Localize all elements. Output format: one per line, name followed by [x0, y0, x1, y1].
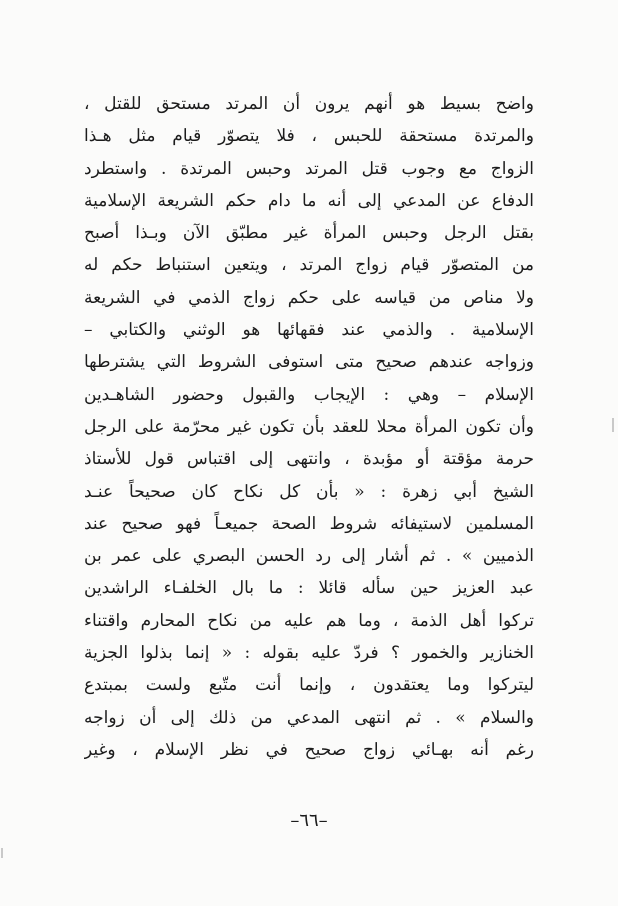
text-line: الدفاع عن المدعي إلى أنه ما دام حكم الشريعة الإسلامية: [84, 190, 534, 211]
text-line: من المتصوّر قيام زواج المرتد ، ويتعين استنباط حكم له: [84, 255, 534, 276]
page-number: –٦٦–: [290, 810, 328, 831]
text-line: رغم أنه بهـائي زواج صحيح في نظر الإسلام ، وغير: [84, 739, 534, 760]
text-line: بقتل الرجل وحبس المرأة غير مطبّق الآن وبـذا أصبح: [84, 223, 534, 244]
text-line: الذميين » . ثم أشار إلى رد الحسن البصري على عمر بن: [84, 546, 534, 567]
text-line: وأن تكون المرأة محلا للعقد بأن تكون غير محرّمة على الرجل: [84, 416, 534, 437]
body-text: [84, 88, 534, 766]
text-line: الشيخ أبي زهرة : « بأن كل نكاح كان صحيحاً عنـد: [84, 481, 534, 502]
text-line: الإسلامية . والذمي عند فقهائها هو الوثني والكتابي –: [84, 320, 534, 341]
text-line: ولا مناص من قياسه على حكم زواج الذمي في الشريعة: [84, 287, 534, 308]
scan-edge-mark: [612, 418, 614, 432]
text-line: الخنازير والخمور ؟ فردّ عليه بقوله : « إنما بذلوا الجزية: [84, 643, 534, 664]
text-line: تركوا أهل الذمة ، وما هم عليه من نكاح المحارم واقتناء: [84, 610, 534, 631]
text-line: والسلام » . ثم انتهى المدعي من ذلك إلى أن زواجه: [84, 707, 534, 728]
text-line: واضح بسيط هو أنهم يرون أن المرتد مستحق للقتل ،: [84, 94, 534, 114]
text-line: الزواج مع وجوب قتل المرتد وحبس المرتدة . واستطرد: [84, 158, 534, 179]
text-line: والمرتدة مستحقة للحبس ، فلا يتصوّر قيام مثل هـذا: [84, 126, 534, 147]
text-line: الإسلام – وهي : الإيجاب والقبول وحضور الشاهـدين: [84, 384, 534, 405]
text-line: وزواجه عندهم صحيح متى استوفى الشروط التي يشترطها: [84, 352, 534, 373]
scan-edge-mark: [1, 848, 3, 858]
text-line: عبد العزيز حين سأله قائلا : ما بال الخلفـاء الراشدين: [84, 578, 534, 599]
text-line: المسلمين لاستيفائه شروط الصحة جميعـاً فهو صحيح عند: [84, 513, 534, 534]
text-line: ليتركوا وما يعتقدون ، وإنما أنت متّبع ولست بمبتدع: [84, 675, 534, 696]
text-line: حرمة مؤقتة أو مؤبدة ، وانتهى إلى اقتباس قول للأستاذ: [84, 449, 534, 470]
